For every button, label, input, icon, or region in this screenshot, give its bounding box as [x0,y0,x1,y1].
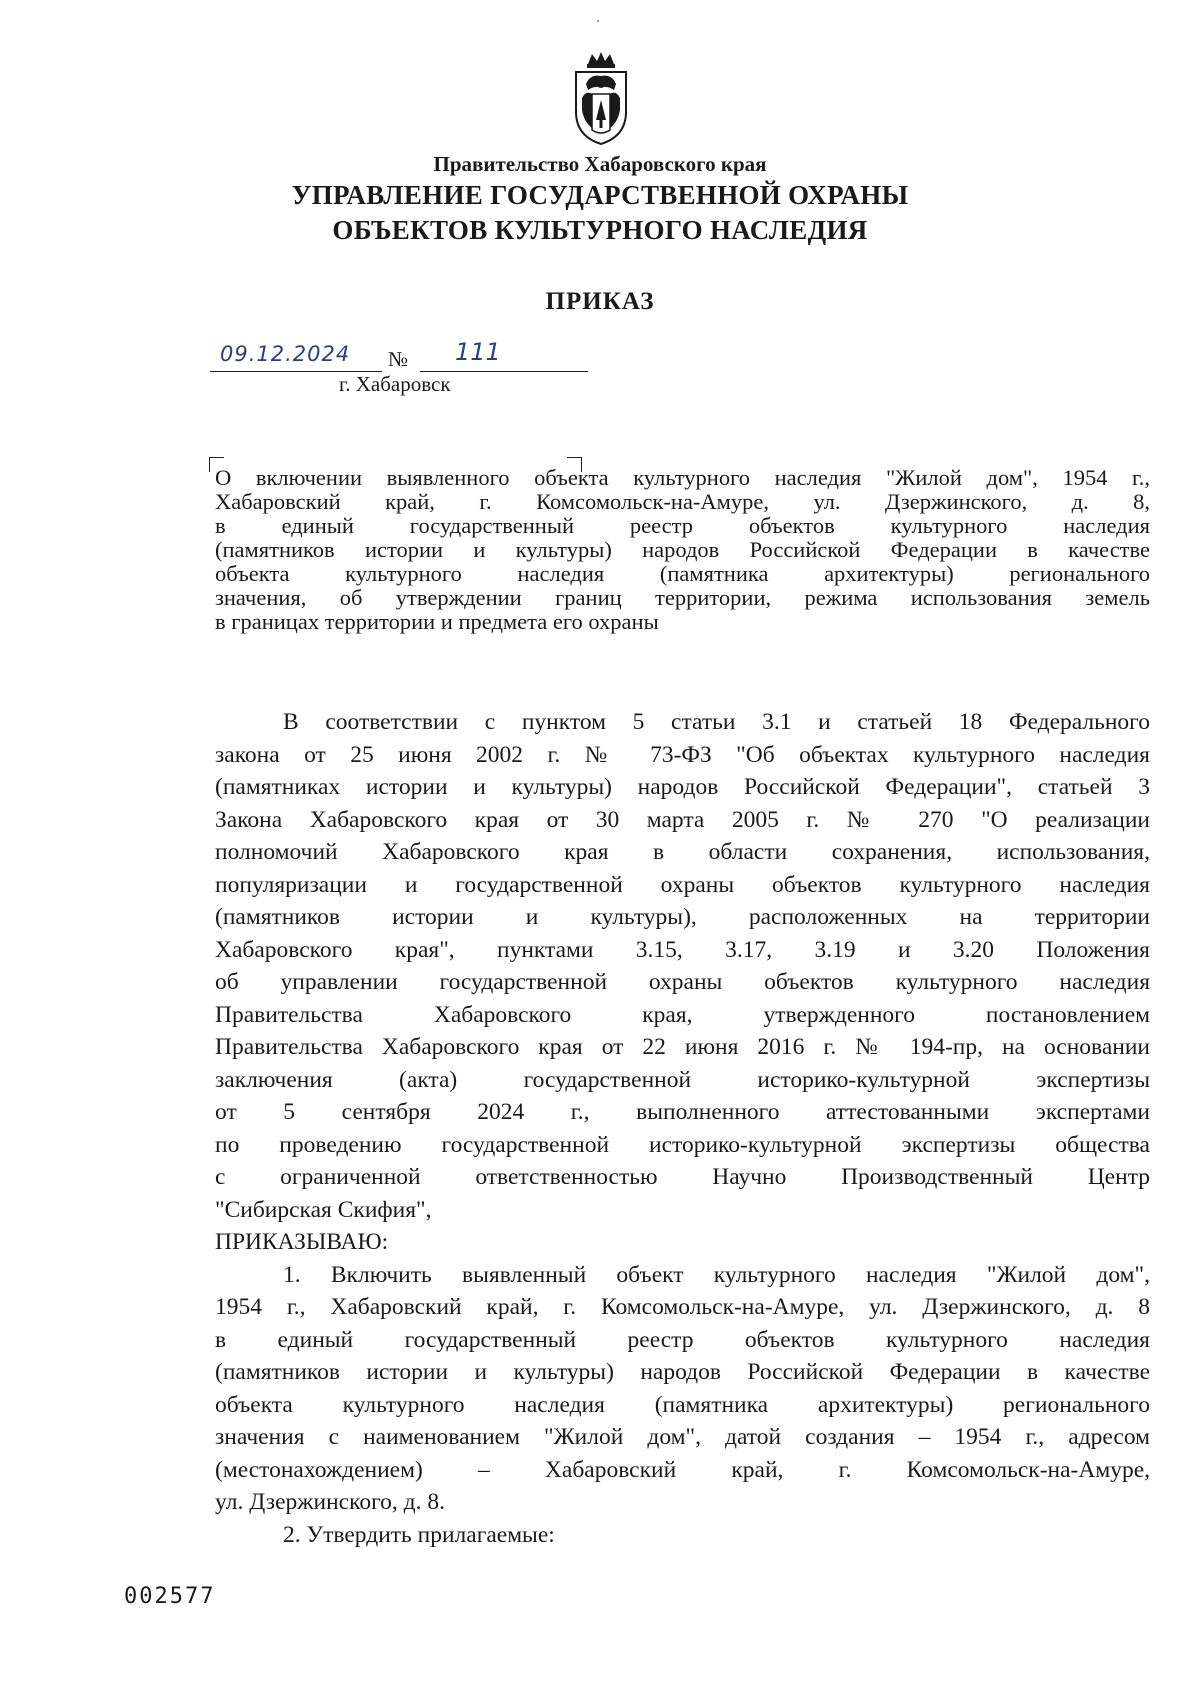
order-directive: ПРИКАЗЫВАЮ: [215,1229,389,1255]
subject-line: значения, об утверждении границ территории, режима использования земель [215,585,1150,610]
order-number-label: № [388,347,409,371]
order-subject [215,466,1150,634]
body-line: значения с наименованием "Жилой дом", датой создания – 1954 г., адресом [215,1424,1150,1450]
department-name-line2: ОБЪЕКТОВ КУЛЬТУРНОГО НАСЛЕДИЯ [332,215,868,245]
body-line: Закона Хабаровского края от 30 марта 2005 г. № 270 "О реализации [215,806,1150,833]
body-line: (памятниках истории и культуры) народов Российской Федерации", статьей 3 [215,774,1150,800]
order-body [215,706,1150,1551]
subject-line: в границах территории и предмета его охраны [215,609,659,634]
body-line: 1954 г., Хабаровский край, г. Комсомольск-на-Амуре, ул. Дзержинского, д. 8 [215,1294,1150,1320]
body-line: (памятников истории и культуры) народов Российской Федерации в качестве [215,1359,1150,1385]
body-line: объекта культурного наследия (памятника архитектуры) регионального [215,1391,1150,1418]
scan-artifact [597,20,599,22]
body-line: В соответствии с пунктом 5 статьи 3.1 и статьей 18 Федерального [283,709,1150,735]
order-number-handwritten: 111 [455,338,501,366]
body-line: с ограниченной ответственностью Научно Производственный Центр [215,1164,1150,1190]
body-line: Правительства Хабаровского края от 22 июня 2016 г. № 194-пр, на основании [215,1034,1150,1060]
body-line: 2. Утвердить прилагаемые: [283,1521,555,1548]
body-line: от 5 сентября 2024 г., выполненного аттестованными экспертами [215,1099,1150,1125]
body-line: популяризации и государственной охраны объектов культурного наследия [215,871,1150,898]
coat-of-arms-icon [570,50,632,148]
body-line: (памятников истории и культуры), расположенных на территории [215,904,1150,930]
body-line: закона от 25 июня 2002 г. № 73-ФЗ "Об объектах культурного наследия [215,741,1150,768]
body-line: Хабаровского края", пунктами 3.15, 3.17, 3.19 и 3.20 Положения [215,936,1150,963]
body-line: "Сибирская Скифия", [215,1196,432,1223]
body-line: об управлении государственной охраны объектов культурного наследия [215,969,1150,995]
subject-line: (памятников истории и культуры) народов Российской Федерации в качестве [215,537,1150,562]
body-line: 1. Включить выявленный объект культурного наследия "Жилой дом", [283,1261,1150,1288]
subject-line: О включении выявленного объекта культурного наследия "Жилой дом", 1954 г., [215,465,1150,490]
body-line: в единый государственный реестр объектов культурного наследия [215,1326,1150,1353]
body-line: полномочий Хабаровского края в области сохранения, использования, [215,839,1150,865]
subject-line: объекта культурного наследия (памятника архитектуры) регионального [215,561,1150,586]
body-line: по проведению государственной историко-культурной экспертизы общества [215,1131,1150,1158]
document-serial-number: 002577 [124,1584,216,1609]
subject-line: в единый государственный реестр объектов культурного наследия [215,513,1150,538]
subject-line: Хабаровский край, г. Комсомольск-на-Амуре, ул. Дзержинского, д. 8, [215,489,1150,514]
order-city: г. Хабаровск [339,372,451,396]
document-type-title: ПРИКАЗ [545,288,655,315]
body-line: Правительства Хабаровского края, утвержденного постановлением [215,1001,1150,1028]
department-name-line1: УПРАВЛЕНИЕ ГОСУДАРСТВЕННОЙ ОХРАНЫ [291,180,909,210]
body-line: ул. Дзержинского, д. 8. [215,1489,445,1515]
order-date-handwritten: 09.12.2024 [220,342,351,366]
government-name: Правительство Хабаровского края [433,152,767,176]
body-line: заключения (акта) государственной историко-культурной экспертизы [215,1066,1150,1093]
body-line: (местонахождением) – Хабаровский край, г. Комсомольск-на-Амуре, [215,1456,1150,1483]
